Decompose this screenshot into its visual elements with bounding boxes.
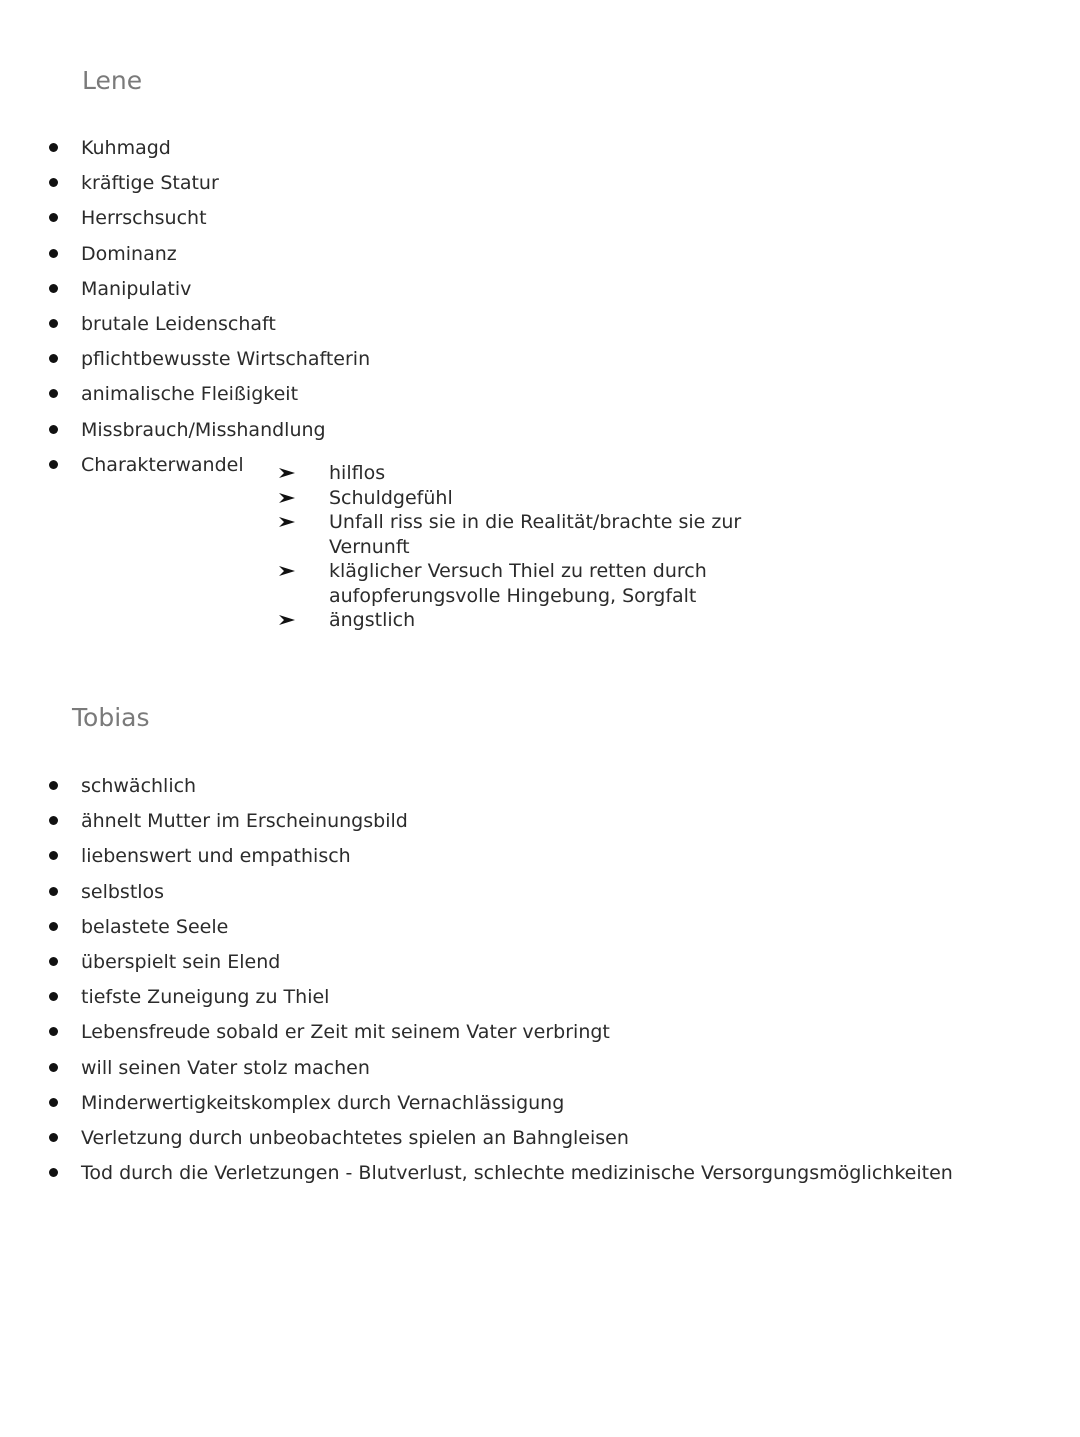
- bullet-icon: [49, 354, 58, 363]
- section-title-lene: Lene: [82, 66, 143, 95]
- bullet-icon: [49, 249, 58, 258]
- bullet-icon: [49, 1133, 58, 1142]
- bullet-icon: [49, 460, 58, 469]
- bullet-icon: [49, 143, 58, 152]
- arrowhead-icon: [277, 461, 299, 485]
- bullet-icon: [49, 1098, 58, 1107]
- list-item-text: Verletzung durch unbeobachtetes spielen an Bahngleisen: [81, 1126, 629, 1149]
- bullet-icon: [49, 1027, 58, 1036]
- bullet-icon: [49, 319, 58, 328]
- bullet-icon: [49, 1063, 58, 1072]
- section-title-tobias: Tobias: [72, 703, 150, 732]
- arrowhead-icon: [277, 608, 299, 632]
- list-item: [0, 842, 1080, 877]
- list-item: [0, 240, 1080, 275]
- list-item: [0, 1054, 1080, 1089]
- sublist-item-text: kläglicher Versuch Thiel zu retten durch aufopferungsvolle Hingebung, Sorgfalt: [329, 560, 707, 607]
- list-item: [0, 878, 1080, 913]
- list-item: [0, 380, 1080, 415]
- list-item-text: Minderwertigkeitskomplex durch Vernachlässigung: [81, 1091, 565, 1114]
- list-item-text: tiefste Zuneigung zu Thiel: [81, 986, 330, 1009]
- list-item-text: Herrschsucht: [81, 207, 207, 230]
- bullet-icon: [49, 389, 58, 398]
- list-item: [0, 345, 1080, 380]
- bullet-icon: [49, 284, 58, 293]
- list-item: [0, 1018, 1080, 1053]
- list-item-text: will seinen Vater stolz machen: [81, 1056, 370, 1079]
- list-item-text: Kuhmagd: [81, 137, 171, 159]
- list-item: [0, 772, 1080, 807]
- list-item-text: überspielt sein Elend: [81, 950, 281, 973]
- sublist-item: [277, 461, 757, 486]
- list-item-text: ähnelt Mutter im Erscheinungsbild: [81, 810, 408, 833]
- bullet-icon: [49, 425, 58, 434]
- list-item: [0, 204, 1080, 239]
- list-item: [0, 807, 1080, 842]
- list-item: [0, 416, 1080, 451]
- sublist-item: [277, 608, 757, 633]
- charakterwandel-sublist: [277, 461, 757, 633]
- list-item-text: selbstlos: [81, 880, 165, 903]
- arrowhead-icon: [277, 486, 299, 510]
- list-item-text: kräftige Statur: [81, 172, 219, 195]
- list-item-text: Lebensfreude sobald er Zeit mit seinem Vater verbringt: [81, 1021, 610, 1044]
- bullet-icon: [49, 887, 58, 896]
- bullet-icon: [49, 992, 58, 1001]
- bullet-icon: [49, 178, 58, 187]
- list-item-text: Missbrauch/Misshandlung: [81, 418, 326, 441]
- bullet-icon: [49, 957, 58, 966]
- list-item-text: schwächlich: [81, 775, 197, 797]
- list-item: [0, 1089, 1080, 1124]
- sublist-item: [277, 510, 757, 559]
- arrowhead-icon: [277, 559, 299, 583]
- list-item-text: Manipulativ: [81, 277, 192, 300]
- list-item-text: pflichtbewusste Wirtschafterin: [81, 348, 371, 371]
- bullet-icon: [49, 816, 58, 825]
- list-item-text: Tod durch die Verletzungen - Blutverlust, schlechte medizinische Versorgungsmöglichkeiten: [81, 1162, 953, 1185]
- tobias-trait-list: [0, 772, 1080, 1194]
- bullet-icon: [49, 213, 58, 222]
- sublist-item: [277, 559, 757, 608]
- sublist-item-text: Unfall riss sie in die Realität/brachte sie zur Vernunft: [329, 511, 742, 558]
- bullet-icon: [49, 1168, 58, 1177]
- list-item-text: Charakterwandel: [81, 453, 244, 476]
- list-item: [0, 169, 1080, 204]
- list-item-text: liebenswert und empathisch: [81, 845, 351, 868]
- list-item: [0, 275, 1080, 310]
- list-item: [0, 1124, 1080, 1159]
- bullet-icon: [49, 851, 58, 860]
- list-item-text: belastete Seele: [81, 915, 229, 938]
- list-item-text: brutale Leidenschaft: [81, 312, 276, 335]
- sublist-item-text: Schuldgefühl: [329, 486, 453, 509]
- list-item: [0, 913, 1080, 948]
- arrowhead-icon: [277, 510, 299, 534]
- bullet-icon: [49, 781, 58, 790]
- list-item: [0, 134, 1080, 169]
- list-item: [0, 310, 1080, 345]
- sublist-item-text: hilflos: [329, 462, 386, 484]
- list-item: [0, 1159, 1080, 1194]
- list-item: [0, 983, 1080, 1018]
- list-item-text: Dominanz: [81, 242, 177, 265]
- sublist-item-text: ängstlich: [329, 609, 416, 631]
- lene-trait-list: [0, 134, 1080, 486]
- bullet-icon: [49, 922, 58, 931]
- list-item-text: animalische Fleißigkeit: [81, 383, 299, 406]
- sublist-item: [277, 486, 757, 511]
- list-item: [0, 948, 1080, 983]
